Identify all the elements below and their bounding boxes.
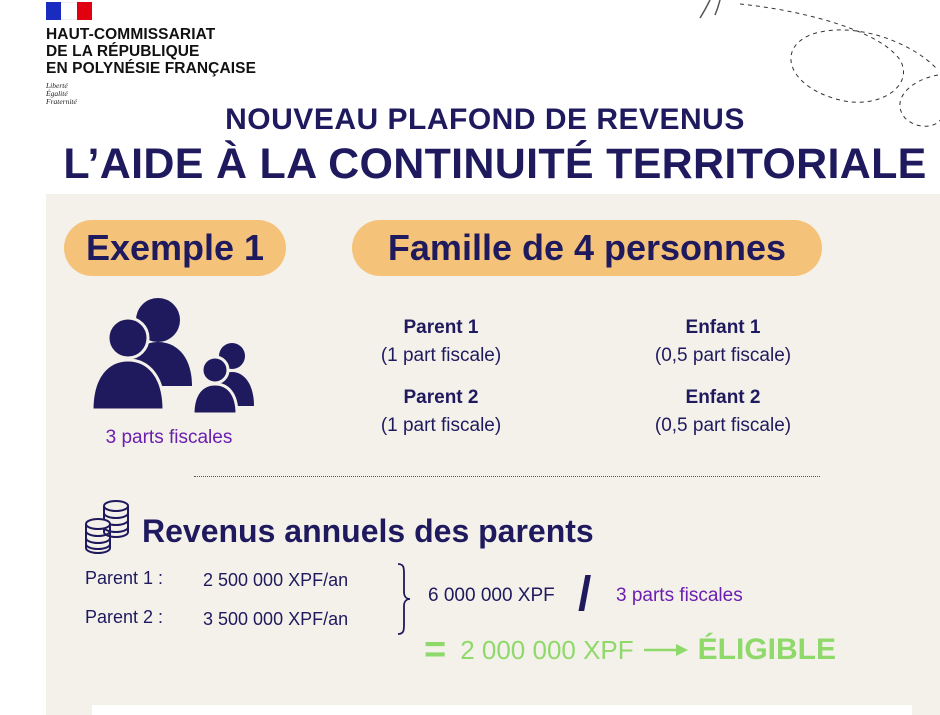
income-label-parent-2: Parent 2 : <box>85 607 164 627</box>
page-subtitle: NOUVEAU PLAFOND DE REVENUS <box>225 103 745 136</box>
income-label-parent-1: Parent 1 : <box>85 568 164 588</box>
motto-egalite: Égalité <box>46 89 68 98</box>
family-badge: Famille de 4 personnes <box>352 220 822 276</box>
member-name: Enfant 1 <box>685 317 761 338</box>
income-divisor: 3 parts fiscales <box>616 585 743 606</box>
member-name: Parent 2 <box>403 387 479 408</box>
institution-line-3: EN POLYNÉSIE FRANÇAISE <box>46 60 257 77</box>
equals-sign: = <box>424 629 447 671</box>
member-share: (1 part fiscale) <box>380 345 502 366</box>
member-parent-1 <box>331 314 551 370</box>
member-enfant-2 <box>613 384 833 440</box>
institution-line-1: HAUT-COMMISSARIAT <box>46 26 216 43</box>
result-amount: 2 000 000 XPF <box>460 634 634 665</box>
arrow-right-icon <box>644 643 690 657</box>
page-title: L’AIDE À LA CONTINUITÉ TERRITORIALE <box>63 140 927 188</box>
institution-name <box>46 26 306 77</box>
member-name: Enfant 2 <box>685 387 761 408</box>
french-flag-icon <box>46 2 92 20</box>
member-name: Parent 1 <box>403 317 479 338</box>
gov-logo <box>46 2 306 106</box>
family-icon <box>92 298 257 418</box>
coins-icon <box>82 498 132 554</box>
eligibility-result <box>424 630 836 670</box>
division-slash: / <box>578 568 592 621</box>
section-divider <box>194 476 820 477</box>
income-value-parent-1: 2 500 000 XPF/an <box>203 570 349 590</box>
footnote-strip <box>92 705 912 715</box>
member-share: (0,5 part fiscale) <box>654 415 792 436</box>
income-value-parent-2: 3 500 000 XPF/an <box>203 609 349 629</box>
motto-fraternite: Fraternité <box>46 97 77 106</box>
income-total: 6 000 000 XPF <box>428 585 555 606</box>
eligibility-status: ÉLIGIBLE <box>697 633 837 666</box>
curly-brace-icon <box>394 562 414 636</box>
member-share: (1 part fiscale) <box>380 415 502 436</box>
motto-liberte: Liberté <box>46 81 68 90</box>
example-badge: Exemple 1 <box>64 220 286 276</box>
member-enfant-1 <box>613 314 833 370</box>
member-share: (0,5 part fiscale) <box>654 345 792 366</box>
member-parent-2 <box>331 384 551 440</box>
income-section-title: Revenus annuels des parents <box>142 513 594 549</box>
institution-line-2: DE LA RÉPUBLIQUE <box>46 43 200 60</box>
household-parts: 3 parts fiscales <box>105 427 233 448</box>
